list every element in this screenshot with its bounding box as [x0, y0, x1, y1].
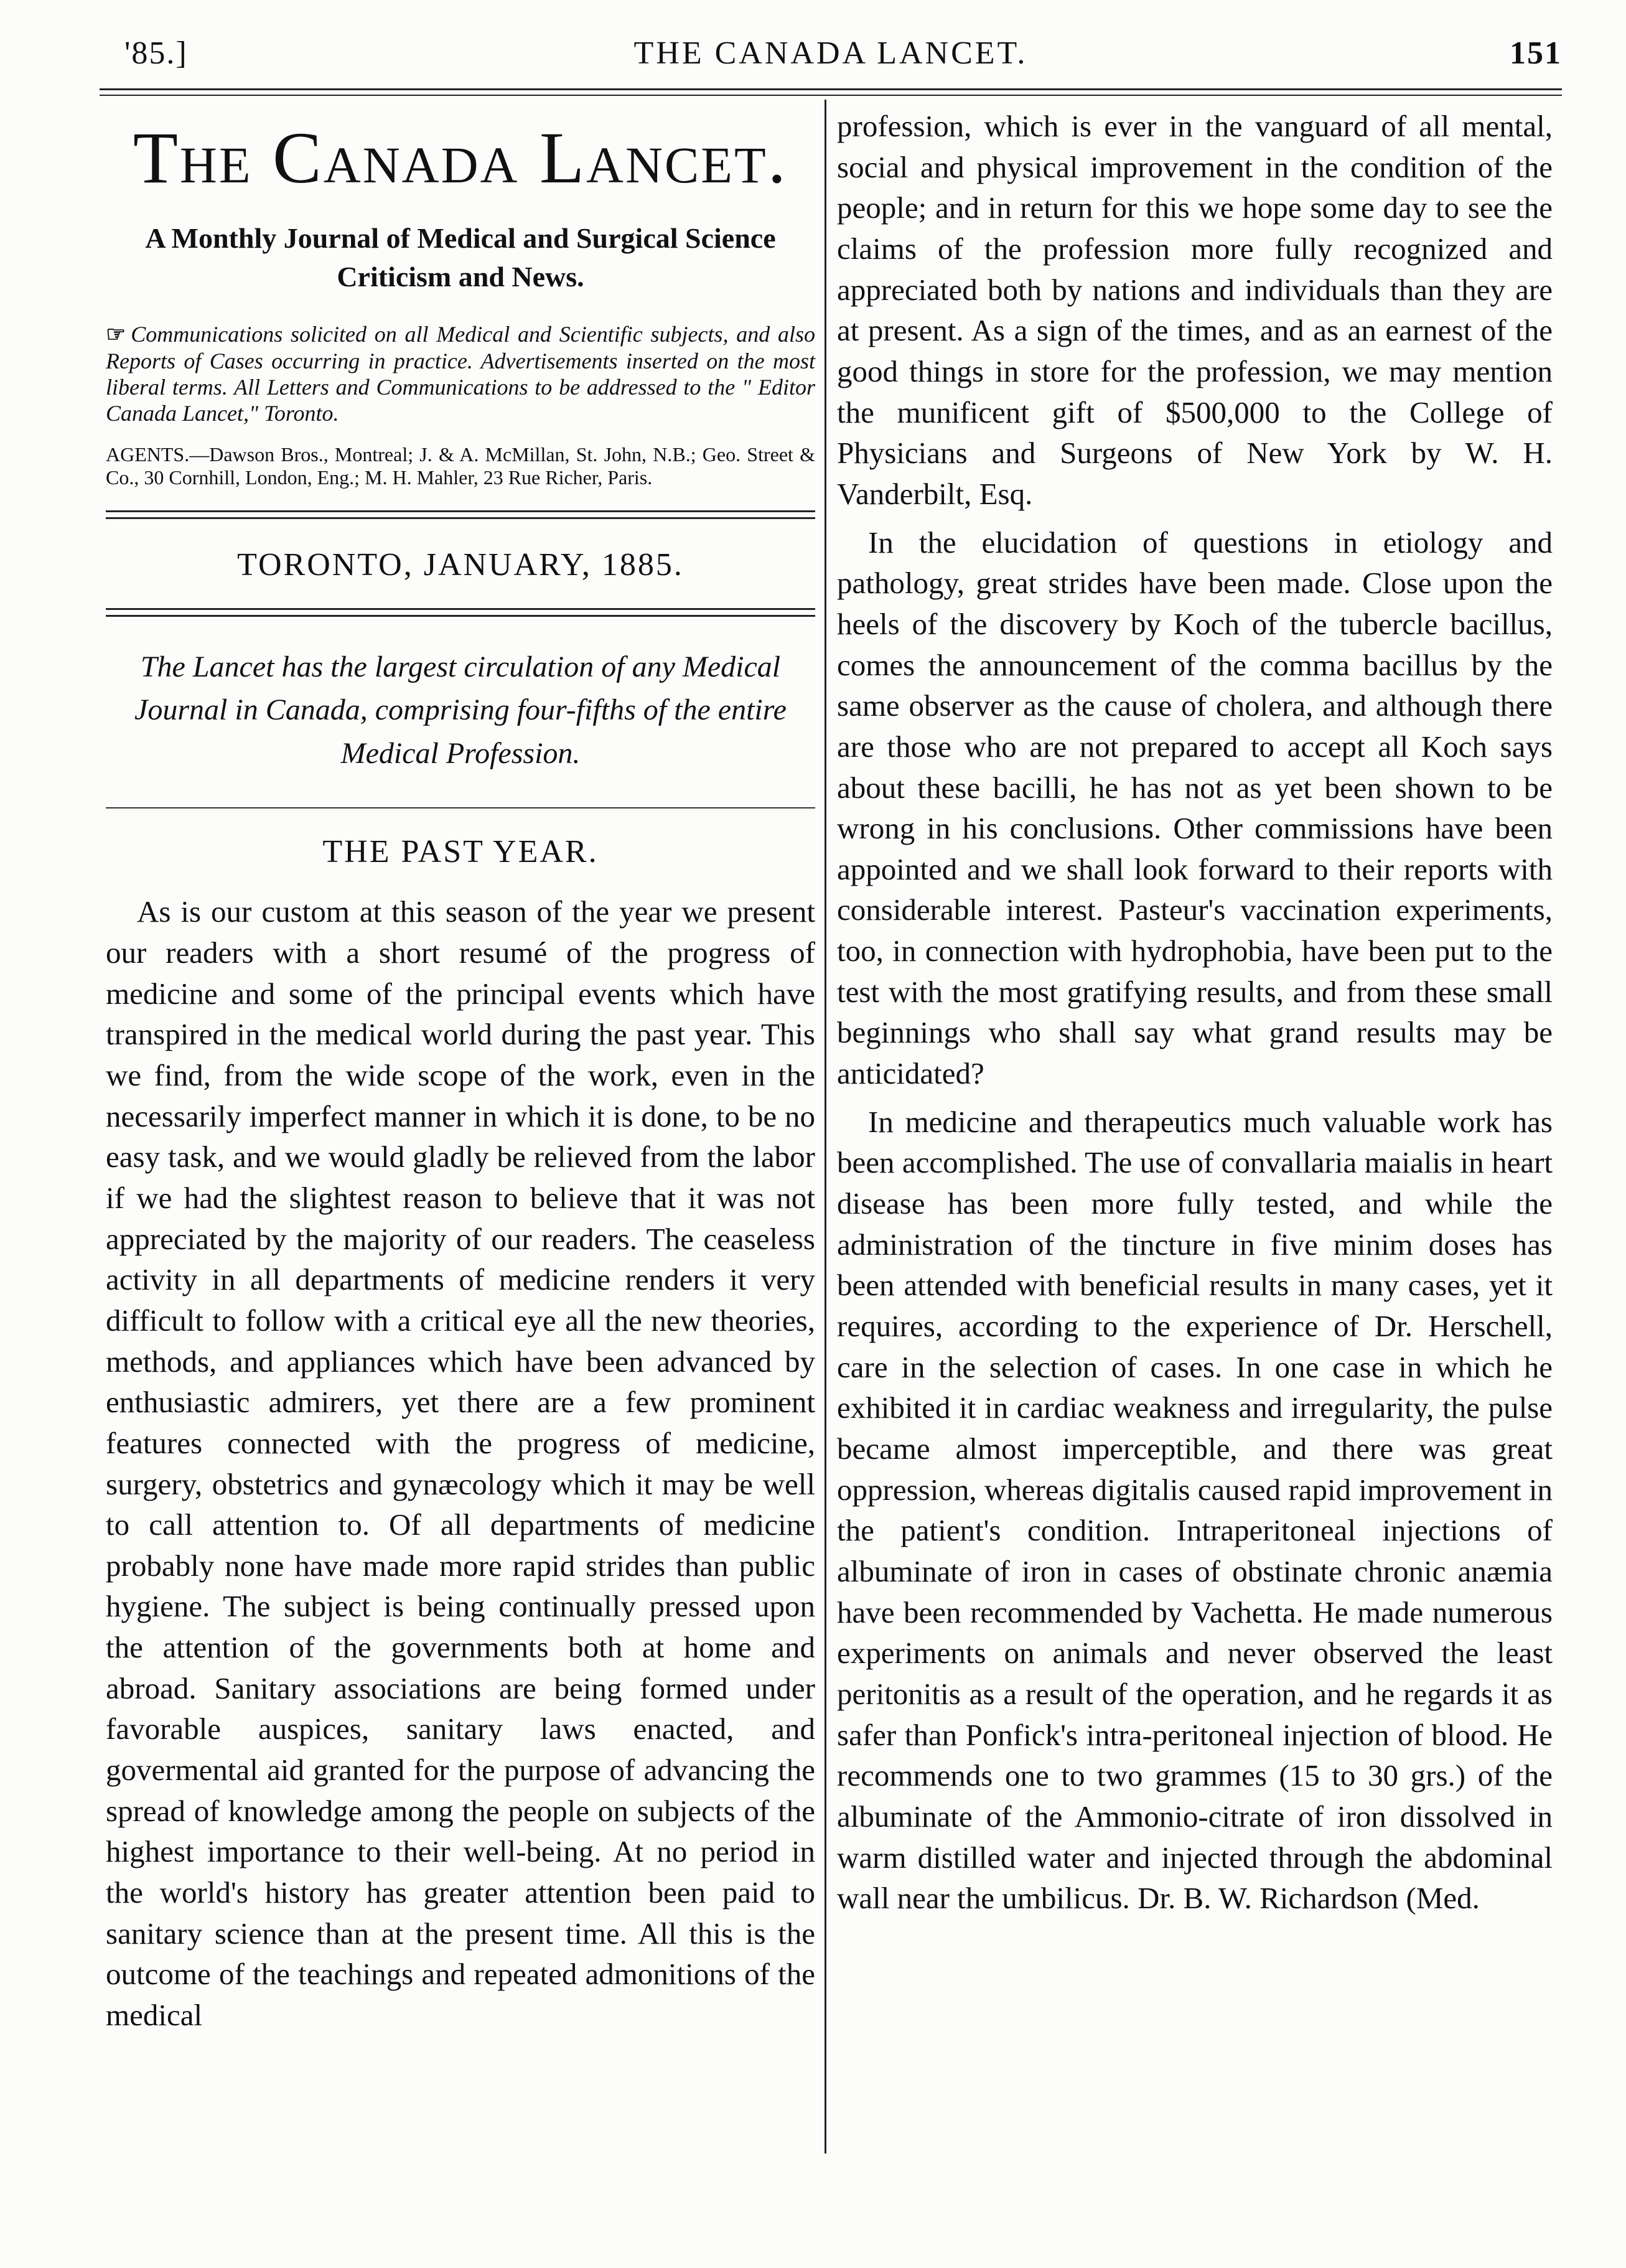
left-column	[106, 106, 815, 2036]
article-title: THE PAST YEAR.	[322, 834, 599, 870]
article-paragraph: In medicine and therapeutics much valuable work has been accomplished. The use of convallaria maialis in heart disease has been more fully tested, and while the administration of the tincture in five minim doses has been attended with beneficial results in many cases, yet it requires, according to the experience of Dr. Herschell, care in the selection of cases. In one case in which he exhibited it in cardiac weakness and irregularity, the pulse became almost imperceptible, and there was great oppression, whereas digitalis caused rapid improvement in the patient's condition. Intraperitoneal injections of albuminate of iron in cases of obstinate chronic anæmia have been recommended by Vachetta. He made numerous experiments on animals and never observed the least peritonitis as a result of the operation, and he regards it as safer than Ponfick's intra-peritoneal injection of blood. He recommends one to two grammes (15 to 30 grs.) of the albuminate of the Ammonio-citrate of iron dissolved in warm distilled water and injected through the abdominal wall near the umbilicus. Dr. B. W. Richardson (Med.	[837, 1104, 1553, 1916]
page-number: 151	[1510, 35, 1562, 71]
header-rule-second	[100, 95, 1562, 96]
masthead-subtitle: A Monthly Journal of Medical and Surgical Science Criticism and News.	[145, 222, 776, 293]
section-rule	[106, 608, 815, 617]
editorial-notice	[106, 321, 815, 427]
section-rule	[106, 510, 815, 519]
masthead-title: The Canada Lancet.	[133, 117, 788, 199]
running-head	[100, 35, 1562, 85]
column-divider	[825, 100, 826, 2153]
running-head-title: THE CANADA LANCET.	[633, 35, 1028, 71]
pointing-hand-icon: ☞	[106, 322, 126, 347]
dateline: TORONTO, JANUARY, 1885.	[237, 546, 684, 583]
header-rule	[100, 88, 1562, 90]
running-head-year: '85.]	[124, 35, 188, 71]
article-paragraph: As is our custom at this season of the year we present our readers with a short resumé of the progress of medicine and some of the principal events which have transpired in the medical world during the past year. This we find, from the wide scope of the work, even in the necessarily imperfect manner in which it is done, to be no easy task, and we would gladly be relieved from the labor if we had the slightest reason to believe that it was not appreciated by the majority of our readers. The ceaseless activity in all departments of medicine renders it very difficult to follow with a critical eye all the new theories, methods, and appliances which have been advanced by enthusiastic admirers, yet there are a few prominent features connected with the progress of medicine, surgery, obstetrics and gynæcology which it may be well to call attention to. Of all departments of medicine probably none have made more rapid strides than public hygiene. The subject is being continually pressed upon the attention of the governments both at home and abroad. Sanitary associations are being formed under favorable auspices, sanitary laws enacted, and govermental aid granted for the purpose of advancing the spread of knowledge among the people on subjects of the highest importance to their well-being. At no period in the world's history has greater attention been paid to sanitary science than at the present time. All this is the outcome of the teachings and repeated admonitions of the medical	[106, 894, 815, 2033]
article-paragraph: In the elucidation of questions in etiology and pathology, great strides have been made. Close upon the heels of the discovery by Koch of the tubercle bacillus, comes the announcement of the comma bacillus by the same observer as the cause of cholera, and although there are those who are not prepared to accept all Koch says about these bacilli, he has not as yet been shown to be wrong in his conclusions. Other commissions have been appointed and we shall look forward to their reports with considerable interest. Pasteur's vaccination experiments, too, in connection with hydrophobia, have been put to the test with the most gratifying results, and from these small beginnings who shall say what grand results may be anticidated?	[837, 525, 1553, 1091]
article-rule	[106, 807, 815, 808]
right-column	[837, 106, 1553, 1926]
circulation-notice: The Lancet has the largest circulation of any Medical Journal in Canada, comprising four-fifths of the entire Medical Profession.	[134, 650, 787, 770]
article-paragraph: profession, which is ever in the vanguard of all mental, social and physical improvement in the condition of the people; and in return for this we hope some day to see the claims of the profession more fully recognized and appreciated both by nations and individuals than they are at present. As a sign of the times, and as an earnest of the good things in store for the profession, we may mention the munificent gift of $500,000 to the College of Physicians and Surgeons of New York by W. H. Vanderbilt, Esq.	[837, 109, 1553, 511]
notice-text: Communications solicited on all Medical and Scientific subjects, and also Reports of Cases occurring in practice. Advertisements inserted on the most liberal terms. All Letters and Communications to be addressed to the " Editor Canada Lancet," Toronto.	[106, 322, 815, 426]
agents-list: AGENTS.—Dawson Bros., Montreal; J. & A. McMillan, St. John, N.B.; Geo. Street & Co., 30 Cornhill, London, Eng.; M. H. Mahler, 23 Rue Richer, Paris.	[106, 443, 815, 489]
